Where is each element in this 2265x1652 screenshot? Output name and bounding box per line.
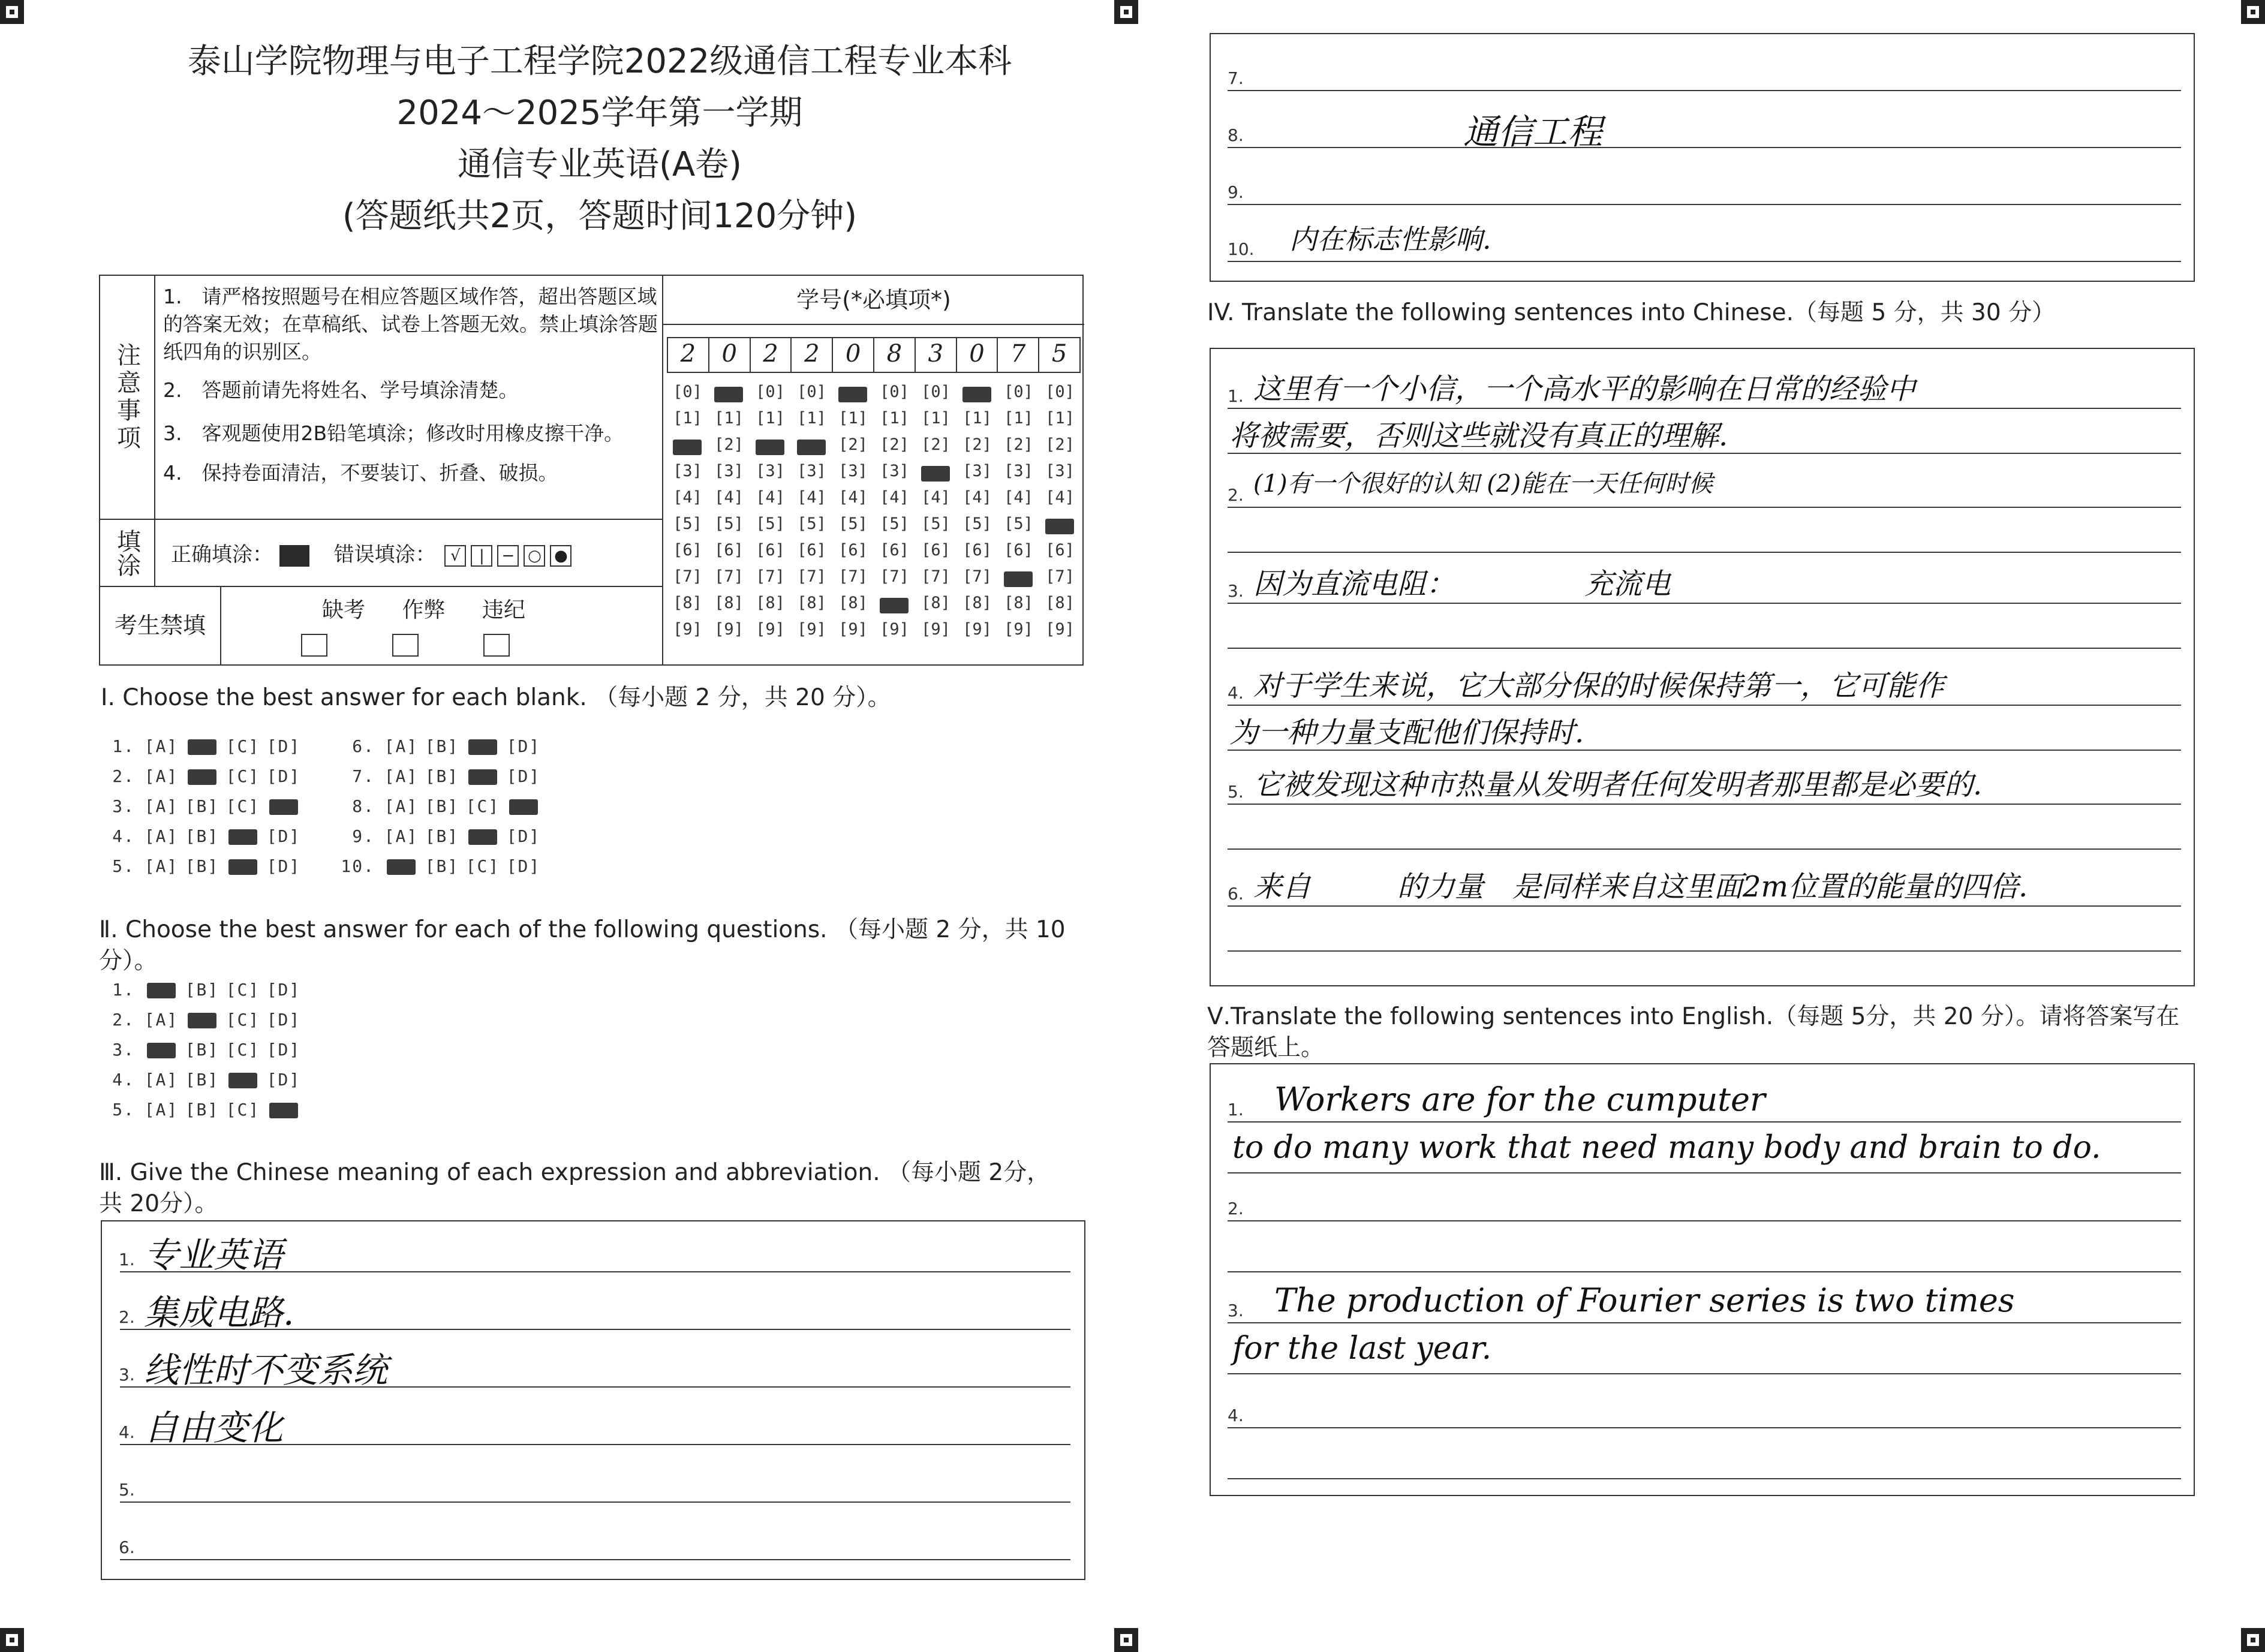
handwritten-answer: 来自 的力量 是同样来自这里面2m位置的能量的四倍. [1253, 870, 2028, 904]
student-id-bubble[interactable]: [2] [880, 435, 909, 454]
fill-side-text: 填涂 [113, 529, 141, 577]
absent-label: 缺考 [322, 598, 366, 622]
mc-question-number: 3. [112, 796, 135, 816]
handwritten-answer: 对于学生来说，它大部分保的时候保持第一，它可能作 [1253, 669, 1945, 703]
handwritten-answer-continued: for the last year. [1232, 1331, 1492, 1367]
mc-option-bubble[interactable]: [C] [465, 796, 500, 816]
mc-option-bubble[interactable]: [D] [506, 736, 541, 756]
answer-rule-line [1228, 1172, 2181, 1173]
mc-question-number: 6. [352, 736, 375, 756]
student-id-bubble[interactable]: [2] [1045, 435, 1075, 454]
student-id-bubble[interactable]: [4] [962, 488, 992, 507]
student-id-bubble[interactable]: [7] [1045, 567, 1075, 586]
student-id-bubble[interactable]: [1] [673, 409, 702, 428]
handwritten-answer-continued: to do many work that need many body and brain to do. [1232, 1130, 2101, 1166]
section1-title: Ⅰ. Choose the best answer for each blank. （每小题 2 分，共 20 分）。 [101, 684, 891, 711]
mc-option-bubble[interactable]: [B] [185, 856, 219, 876]
answer-rule-line [1228, 1478, 2181, 1479]
mc-option-bubble[interactable]: [D] [266, 856, 301, 876]
answer-number: 9. [1228, 182, 1244, 202]
answer-number: 1. [1228, 386, 1244, 406]
student-id-bubble[interactable]: [5] [673, 514, 702, 533]
student-id-bubble[interactable]: [4] [1045, 488, 1075, 507]
mc-option-bubble[interactable]: [A] [384, 736, 419, 756]
student-id-bubble[interactable]: [9] [921, 620, 950, 639]
handwritten-answer: (1)有一个很好的认知 (2)能在一天任何时候 [1253, 470, 1713, 498]
student-id-bubble[interactable]: [0] [756, 383, 785, 401]
student-id-bubble[interactable]: [9] [962, 620, 992, 639]
answer-number: 1. [1228, 1100, 1244, 1120]
answer-rule-line [1228, 603, 2181, 604]
mc-question-number: 2. [112, 1010, 135, 1030]
wrong-fill-label: 错误填涂： [333, 543, 436, 567]
student-id-bubble[interactable]: [9] [880, 620, 909, 639]
mc-option-bubble[interactable]: [B] [425, 796, 459, 816]
student-id-bubble[interactable]: [5] [880, 514, 909, 533]
student-id-bubble[interactable]: [1] [921, 409, 950, 428]
student-id-bubble[interactable]: [9] [797, 620, 826, 639]
student-id-bubble[interactable]: [6] [673, 541, 702, 559]
mc-question-number: 4. [112, 826, 135, 846]
mc-option-bubble[interactable]: [B] [425, 856, 459, 876]
student-id-bubble[interactable]: [2] [1004, 435, 1033, 454]
answer-rule-line [1228, 950, 2181, 952]
mc-option-bubble[interactable]: [A] [144, 1070, 179, 1090]
student-id-bubble[interactable]: [8] [673, 594, 702, 612]
student-id-digit: 5 [1051, 340, 1067, 368]
mc-option-bubble[interactable]: [D] [266, 826, 301, 846]
student-id-digit: 0 [957, 338, 998, 372]
student-id-bubble[interactable]: [4] [880, 488, 909, 507]
handwritten-answer: 通信工程 [1463, 112, 1603, 152]
handwritten-answer: 自由变化 [144, 1407, 284, 1448]
section5-title: Ⅴ.Translate the following sentences into English.（每题 5分，共 20 分）。请将答案写在答题纸上。 [1207, 1003, 2180, 1061]
cheat-label: 作弊 [402, 598, 446, 622]
student-id-bubble[interactable]: [0] [797, 383, 826, 401]
student-id-bubble[interactable]: [7] [714, 567, 744, 586]
answer-rule-line [1228, 648, 2181, 649]
mc-option-bubble[interactable]: [A] [384, 796, 419, 816]
answer-rule-line [1228, 408, 2181, 409]
student-id-bubble[interactable]: [3] [1045, 462, 1075, 480]
student-id-digit: 3 [916, 338, 957, 372]
student-id-bubble[interactable]: [1] [962, 409, 992, 428]
answer-number: 4. [1228, 683, 1244, 703]
student-id-bubble[interactable]: [5] [714, 514, 744, 533]
mc-option-bubble[interactable]: [B] [185, 796, 219, 816]
student-id-bubble[interactable]: [7] [921, 567, 950, 586]
student-id-bubble[interactable]: [2] [838, 435, 868, 454]
student-id-bubble[interactable]: [5] [838, 514, 868, 533]
mc-option-bubble[interactable]: [D] [506, 826, 541, 846]
student-id-digit: 2 [792, 338, 833, 372]
answer-rule-line [1228, 552, 2181, 553]
student-id-bubble[interactable]: [7] [797, 567, 826, 586]
mc-option-bubble[interactable]: [C] [465, 856, 500, 876]
student-id-digit: 2 [751, 338, 792, 372]
answer-rule-line [1228, 705, 2181, 706]
student-id-bubble[interactable]: [1] [1045, 409, 1075, 428]
student-id-bubble[interactable]: [5] [962, 514, 992, 533]
mc-option-bubble[interactable]: [D] [506, 766, 541, 786]
answer-number: 2. [119, 1307, 135, 1327]
student-id-bubble[interactable]: [4] [714, 488, 744, 507]
mc-option-bubble[interactable]: [D] [266, 736, 301, 756]
student-id-bubble[interactable]: [2] [714, 435, 744, 454]
mc-option-bubble[interactable]: [A] [144, 766, 179, 786]
student-id-bubble[interactable]: [7] [880, 567, 909, 586]
mc-question-number: 5. [112, 856, 135, 876]
student-id-digit: 7 [998, 338, 1039, 372]
answer-number: 8. [1228, 125, 1244, 145]
student-id-digit: 0 [709, 338, 751, 372]
answer-rule-line [1228, 90, 2181, 91]
student-id-bubble[interactable]: [6] [962, 541, 992, 559]
student-id-bubble[interactable]: [8] [756, 594, 785, 612]
handwritten-answer: 它被发现这种市热量从发明者任何发明者那里都是必要的. [1253, 768, 1983, 802]
student-id-bubble[interactable]: [1] [880, 409, 909, 428]
student-id-bubble[interactable]: [6] [921, 541, 950, 559]
handwritten-answer: 集成电路. [144, 1292, 294, 1333]
handwritten-answer: 线性时不变系统 [144, 1350, 388, 1391]
mc-option-bubble[interactable]: [A] [144, 856, 179, 876]
answer-rule-line [1228, 147, 2181, 148]
answer-rule-line [1228, 261, 2181, 262]
student-id-bubble[interactable]: [8] [1045, 594, 1075, 612]
mc-option-bubble[interactable]: [D] [506, 856, 541, 876]
mc-option-bubble[interactable]: [D] [266, 1070, 301, 1090]
mc-option-bubble[interactable]: [A] [144, 1100, 179, 1120]
wrong-fill-check: √ [444, 545, 466, 567]
section2-title: Ⅱ. Choose the best answer for each of the following questions. （每小题 2 分，共 10 分）。 [99, 916, 1066, 974]
section3-title: Ⅲ. Give the Chinese meaning of each expression and abbreviation. （每小题 2分，共 20分）。 [99, 1159, 1051, 1217]
handwritten-answer-continued: 将被需要，否则这些就没有真正的理解. [1229, 419, 1728, 453]
mc-question-number: 7. [352, 766, 375, 786]
answer-number: 7. [1228, 68, 1244, 88]
mc-option-bubble[interactable]: [C] [225, 766, 260, 786]
mc-option-bubble[interactable]: [B] [185, 1040, 219, 1060]
student-id-bubble[interactable]: [3] [1004, 462, 1033, 480]
answer-rule-line [1228, 1322, 2181, 1323]
mc-question-number: 4. [112, 1070, 135, 1090]
mc-option-bubble[interactable]: [C] [225, 1040, 260, 1060]
mc-option-bubble[interactable]: [C] [225, 980, 260, 1000]
notice-item-3: 3. 客观题使用2B铅笔填涂；修改时用橡皮擦干净。 [163, 422, 624, 445]
student-id-bubble[interactable]: [3] [673, 462, 702, 480]
mc-option-bubble[interactable]: [D] [266, 1010, 301, 1030]
answer-rule-line [1228, 1373, 2181, 1374]
student-id-bubble[interactable]: [0] [673, 383, 702, 401]
answer-rule-line [1228, 848, 2181, 850]
wrong-fill-dash: − [497, 545, 519, 567]
mc-option-bubble[interactable]: [B] [185, 826, 219, 846]
student-id-bubble[interactable]: [3] [880, 462, 909, 480]
mc-option-bubble[interactable]: [B] [185, 980, 219, 1000]
handwritten-answer: 这里有一个小信，一个高水平的影响在日常的经验中 [1253, 372, 1916, 406]
wrong-fill-dot: ● [550, 545, 571, 567]
student-id-bubble[interactable]: [5] [921, 514, 950, 533]
student-id-bubble[interactable]: [7] [962, 567, 992, 586]
mc-option-bubble[interactable]: [B] [185, 1100, 219, 1120]
mc-option-bubble[interactable]: [D] [266, 980, 301, 1000]
student-id-bubble[interactable]: [6] [714, 541, 744, 559]
student-id-bubble[interactable]: [0] [880, 383, 909, 401]
student-id-bubble[interactable]: [5] [756, 514, 785, 533]
student-id-bubble[interactable]: [5] [797, 514, 826, 533]
student-id-digit: 8 [874, 338, 916, 372]
student-id-bubble[interactable]: [8] [797, 594, 826, 612]
student-id-bubble[interactable]: [2] [921, 435, 950, 454]
answer-number: 3. [1228, 581, 1244, 601]
wrong-fill-circle: ○ [524, 545, 545, 567]
student-id-bubble[interactable]: [7] [756, 567, 785, 586]
student-id-bubble[interactable]: [9] [673, 620, 702, 639]
answer-rule-line [1228, 1220, 2181, 1221]
answer-number: 2. [1228, 485, 1244, 505]
answer-rule-line [1228, 905, 2181, 907]
mc-option-bubble[interactable]: [B] [425, 826, 459, 846]
student-id-bubble[interactable]: [6] [1045, 541, 1075, 559]
handwritten-answer-continued: 为一种力量支配他们保持时. [1229, 716, 1584, 750]
mc-question-number: 10. [341, 856, 375, 876]
student-id-bubble[interactable]: [9] [838, 620, 868, 639]
mc-option-bubble[interactable]: [D] [266, 1040, 301, 1060]
student-id-label: 学号(*必填项*) [663, 276, 1084, 325]
mc-question-number: 3. [112, 1040, 135, 1060]
mc-question-number: 8. [352, 796, 375, 816]
student-id-bubble[interactable]: [7] [838, 567, 868, 586]
mc-option-bubble[interactable]: [A] [384, 826, 419, 846]
student-id-bubble[interactable]: [8] [1004, 594, 1033, 612]
student-id-bubble[interactable]: [6] [1004, 541, 1033, 559]
mc-question-number: 1. [112, 736, 135, 756]
student-id-bubble[interactable]: [7] [673, 567, 702, 586]
wrong-fill-bar: | [471, 545, 492, 567]
answer-number: 5. [119, 1480, 135, 1500]
mc-option-bubble[interactable]: [C] [225, 736, 260, 756]
student-id-bubble[interactable]: [9] [756, 620, 785, 639]
student-id-bubble[interactable]: [6] [838, 541, 868, 559]
answer-number: 1. [119, 1250, 135, 1269]
answer-number: 5. [1228, 782, 1244, 802]
answer-number: 2. [1228, 1199, 1244, 1218]
notice-item-4: 4. 保持卷面清洁，不要装订、折叠、破损。 [163, 461, 558, 485]
mc-option-bubble[interactable]: [A] [144, 736, 179, 756]
mc-option-bubble[interactable]: [D] [266, 766, 301, 786]
student-id-bubble[interactable]: [1] [797, 409, 826, 428]
mc-option-bubble[interactable]: [B] [425, 736, 459, 756]
mc-option-bubble[interactable]: [B] [425, 766, 459, 786]
answer-number: 3. [1228, 1301, 1244, 1320]
student-id-bubble[interactable]: [0] [1045, 383, 1075, 401]
student-id-bubble[interactable]: [9] [1045, 620, 1075, 639]
student-id-bubble[interactable]: [3] [838, 462, 868, 480]
header-line-1: 泰山学院物理与电子工程学院2022级通信工程专业本科 [187, 42, 1012, 81]
answer-number: 10. [1228, 239, 1255, 259]
student-id-bubble[interactable]: [4] [921, 488, 950, 507]
mc-option-bubble[interactable]: [A] [144, 1010, 179, 1030]
student-id-bubble[interactable]: [5] [1004, 514, 1033, 533]
student-id-bubble[interactable]: [1] [838, 409, 868, 428]
header-line-4: (答题纸共2页，答题时间120分钟) [342, 197, 858, 236]
header-line-2: 2024～2025学年第一学期 [396, 94, 803, 133]
notice-side-text: 注意事项 [113, 342, 141, 453]
mc-question-number: 2. [112, 766, 135, 786]
student-id-bubble[interactable]: [0] [1004, 383, 1033, 401]
student-id-bubble[interactable]: [4] [797, 488, 826, 507]
student-id-digit: 2 [668, 338, 709, 372]
student-id-bubble[interactable]: [8] [962, 594, 992, 612]
student-id-bubble[interactable]: [9] [1004, 620, 1033, 639]
mc-option-bubble[interactable]: [C] [225, 796, 260, 816]
student-id-bubble[interactable]: [6] [880, 541, 909, 559]
mc-option-bubble[interactable]: [C] [225, 1010, 260, 1030]
answer-number: 4. [1228, 1406, 1244, 1425]
student-id-bubble[interactable]: [3] [962, 462, 992, 480]
mc-question-number: 9. [352, 826, 375, 846]
student-id-bubble[interactable]: [4] [756, 488, 785, 507]
mc-option-bubble[interactable]: [B] [185, 1070, 219, 1090]
correct-fill-label: 正确填涂： [171, 543, 273, 567]
student-id-bubble[interactable]: [3] [797, 462, 826, 480]
student-id-bubble[interactable]: [0] [921, 383, 950, 401]
student-id-bubble[interactable]: [3] [756, 462, 785, 480]
student-id-bubble[interactable]: [4] [673, 488, 702, 507]
answer-number: 6. [119, 1537, 135, 1557]
student-id-bubble[interactable]: [1] [714, 409, 744, 428]
mc-question-number: 1. [112, 980, 135, 1000]
section4-title: IV. Translate the following sentences into Chinese.（每题 5 分，共 30 分） [1207, 299, 2056, 326]
answer-number: 4. [119, 1422, 135, 1442]
student-id-bubble[interactable]: [9] [714, 620, 744, 639]
student-id-bubble[interactable]: [3] [714, 462, 744, 480]
handwritten-answer: 内在标志性影响. [1289, 223, 1491, 255]
violation-label: 违纪 [482, 598, 525, 622]
notice-item-2: 2. 答题前请先将姓名、学号填涂清楚。 [163, 378, 519, 402]
handwritten-answer: Workers are for the cumputer [1274, 1081, 1765, 1118]
answer-rule-line [1228, 1427, 2181, 1428]
handwritten-answer: 专业英语 [144, 1235, 284, 1275]
mc-option-bubble[interactable]: [A] [144, 796, 179, 816]
student-id-bubble[interactable]: [4] [1004, 488, 1033, 507]
student-id-bubble[interactable]: [6] [797, 541, 826, 559]
answer-number: 3. [119, 1365, 135, 1385]
mc-option-bubble[interactable]: [C] [225, 1100, 260, 1120]
student-id-bubble[interactable]: [6] [756, 541, 785, 559]
answer-rule-line [1228, 1121, 2181, 1123]
answer-rule-line [1228, 507, 2181, 508]
answer-number: 6. [1228, 884, 1244, 904]
answer-rule-line [1228, 204, 2181, 205]
student-id-bubble[interactable]: [1] [756, 409, 785, 428]
header-line-3: 通信专业英语(A卷) [457, 145, 742, 184]
student-id-bubble[interactable]: [2] [962, 435, 992, 454]
student-id-bubble[interactable]: [1] [1004, 409, 1033, 428]
section5-answer-box [1210, 1063, 2195, 1496]
forbidden-label: 考生禁填 [100, 586, 221, 666]
mc-option-bubble[interactable]: [A] [144, 826, 179, 846]
answer-rule-line [1228, 804, 2181, 805]
handwritten-answer: 因为直流电阻： 充流电 [1253, 567, 1671, 601]
notice-item-1: 1. 请严格按照题号在相应答题区域作答，超出答题区域的答案无效；在草稿纸、试卷上答题无效。禁止填涂答题纸四角的识别区。 [163, 285, 658, 363]
student-id-bubble[interactable]: [4] [838, 488, 868, 507]
student-id-digit: 0 [833, 338, 874, 372]
student-id-bubble[interactable]: [8] [921, 594, 950, 612]
mc-option-bubble[interactable]: [A] [384, 766, 419, 786]
handwritten-answer: The production of Fourier series is two times [1274, 1281, 2015, 1319]
student-id-bubble[interactable]: [8] [714, 594, 744, 612]
answer-rule-line [1228, 1271, 2181, 1272]
student-id-bubble[interactable]: [8] [838, 594, 868, 612]
mc-question-number: 5. [112, 1100, 135, 1120]
